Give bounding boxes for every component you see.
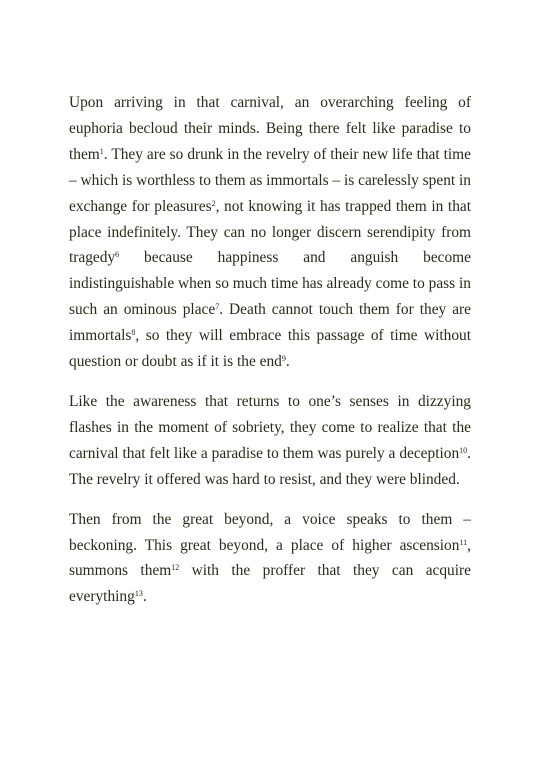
footnote-ref[interactable]: 10 [459, 445, 468, 455]
text-segment: , so they will embrace this passage of time without question or doubt as if it is the end [69, 327, 471, 371]
footnote-ref[interactable]: 12 [171, 563, 180, 573]
footnote-ref[interactable]: 6 [115, 250, 120, 260]
footnote-ref[interactable]: 7 [215, 302, 220, 312]
footnote-ref[interactable]: 9 [281, 354, 286, 364]
footnote-ref[interactable]: 11 [459, 537, 468, 547]
text-segment: . The revelry it offered was hard to resist, and they were blinded. [69, 444, 471, 488]
text-segment: . Death cannot touch them for they are immortals [69, 301, 471, 345]
text-segment: . They are so drunk in the revelry of their new life that time – which is worthless to them as immortals – is carelessly spent in exchange for pleasures [69, 145, 471, 215]
footnote-ref[interactable]: 13 [134, 589, 143, 599]
paragraph-2 [69, 389, 471, 493]
footnote-ref[interactable]: 1 [99, 146, 104, 156]
text-segment: because happiness and anguish become indistinguishable when so much time has already come to pass in such an ominous place [69, 249, 471, 319]
footnote-ref[interactable]: 8 [131, 328, 136, 338]
text-segment: Then from the great beyond, a voice speaks to them – beckoning. This great beyond, a place of higher ascension [69, 510, 471, 554]
text-segment: . [142, 588, 147, 606]
footnote-ref[interactable]: 2 [211, 198, 216, 208]
text-segment: , not knowing it has trapped them in that place indefinitely. They can no longer discern serendipity from tragedy [69, 197, 471, 267]
text-segment: , summons them [69, 536, 471, 580]
text-segment: . [285, 353, 290, 371]
paragraph-1 [69, 90, 471, 375]
text-segment: with the proffer that they can acquire everything [69, 562, 471, 606]
body-text [69, 90, 471, 624]
text-segment: Upon arriving in that carnival, an overarching feeling of euphoria becloud their minds. Being there felt like paradise to them [69, 94, 471, 163]
paragraph-3 [69, 507, 471, 611]
text-segment: Like the awareness that returns to one’s senses in dizzying flashes in the moment of sobriety, they come to realize that the carnival that felt like a paradise to them was purely a deception [69, 392, 471, 462]
